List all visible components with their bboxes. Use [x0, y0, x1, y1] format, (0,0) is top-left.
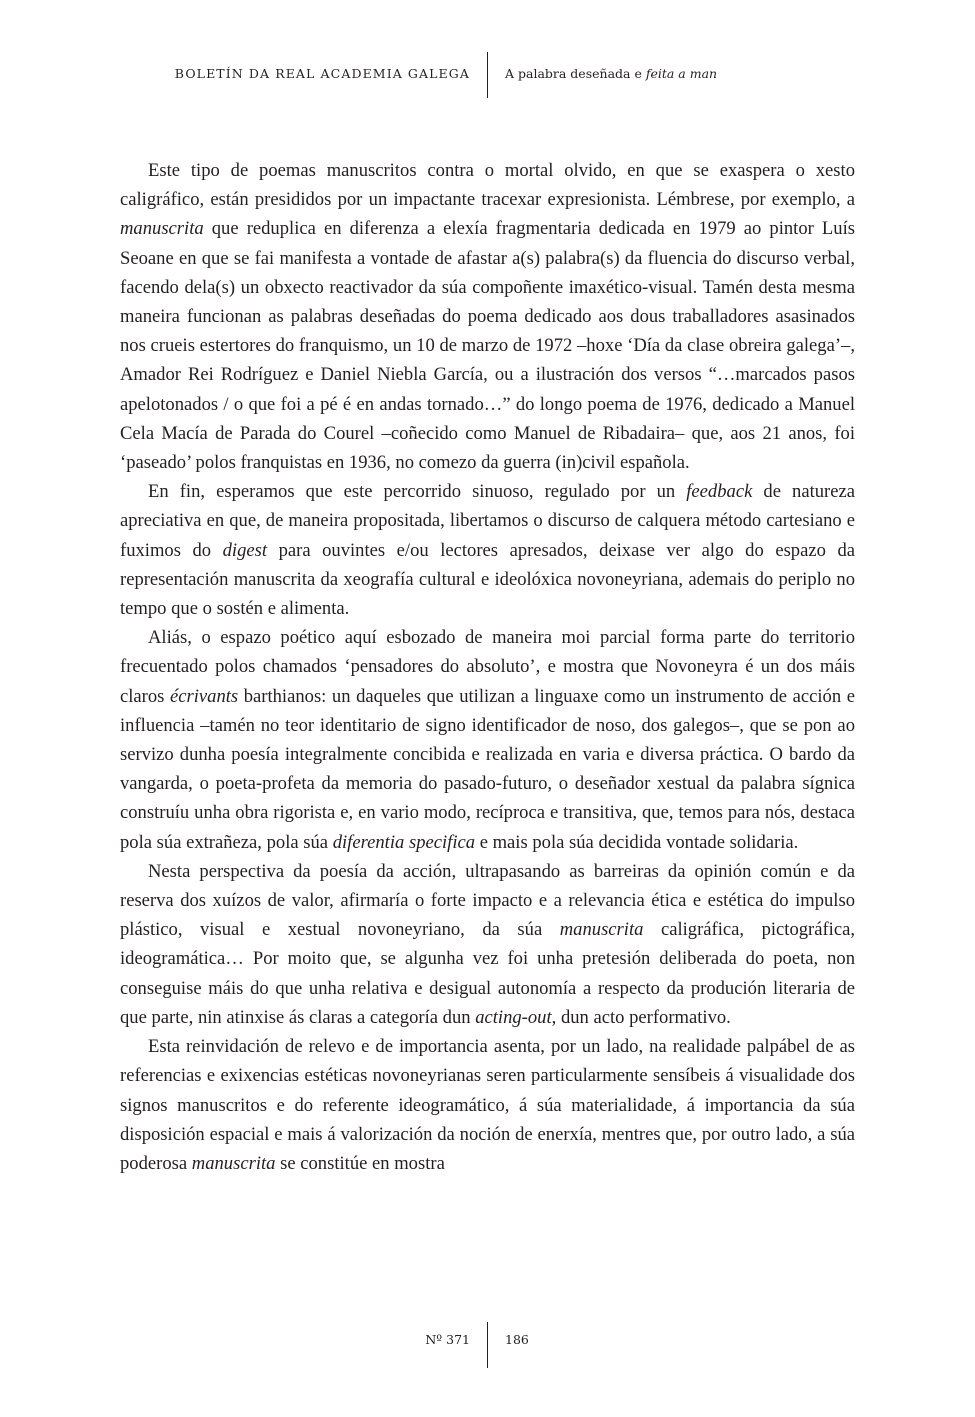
p2-italic: feedback [686, 481, 753, 503]
body-text [120, 156, 855, 1178]
p3-text: e mais pola súa decidida vontade solidaria. [475, 831, 799, 853]
p3-italic: diferentia specifica [332, 831, 476, 853]
paragraph-5 [120, 1032, 855, 1178]
p2-italic: digest [222, 539, 268, 561]
p1-text: Este tipo de poemas manuscritos contra o mortal olvido, en que se exaspera o xesto caligráfico, están presididos por un impactante tracexar expresionista. Lémbrese, por exemplo, a [120, 160, 855, 211]
issue-number: Nº 371 [425, 1332, 470, 1347]
paragraph-1 [120, 156, 855, 477]
p5-text: Esta reinvidación de relevo e de importancia asenta, por un lado, na realidade palpábel de as referencias e exixencias estéticas novoneyrianas seren particularmente sensíbeis á visualidade dos signos manuscritos e do referente ideogramático, á súa materialidade, á importancia da súa disposición espacial e mais á valorización da noción de enerxía, mentres que, por outro lado, a súa poderosa [120, 1036, 855, 1174]
p1-text: que reduplica en diferenza a elexía fragmentaria dedicada en 1979 ao pintor Luís Seoane en que se fai manifesta a vontade de afastar a(s) palabra(s) da fluencia do discurso verbal, facendo dela(s) un obxecto reactivador da súa compoñente imaxético-visual. Tamén desta mesma maneira funcionan as palabras deseñadas do poema dedicado aos dous traballadores asasinados nos crueis estertores do franquismo, un 10 de marzo de 1972 –hoxe ‘Día da clase obreira galega’–, Amador Rei Rodríguez e Daniel Niebla García, ou a ilustración dos versos “…marcados pasos apelotonados / o que foi a pé é en andas tornado…” do longo poema de 1976, dedicado a Manuel Cela Macía de Parada do Courel –coñecido como Manuel de Ribadaira– que, aos 21 anos, foi ‘paseado’ polos franquistas en 1936, no comezo da guerra (in)civil española. [120, 218, 855, 474]
p4-italic: manuscrita [559, 919, 644, 941]
p3-text: barthianos: un daqueles que utilizan a linguaxe como un instrumento de acción e influencia –tamén no teor identitario de signo identificador de noso, dos galegos–, que se pon ao servizo dunha poesía integralmente concibida e realizada en varia e diversa práctica. O bardo da vangarda, o poeta-profeta da memoria do pasado-futuro, o deseñador xestual da palabra sígnica construíu unha obra rigorista e, en vario modo, recíproca e transitiva, que, temos para nós, destaca pola súa extrañeza, pola súa [120, 685, 855, 853]
p4-text: caligráfica, pictográfica, ideogramática… Por moito que, se algunha vez foi unha pretesión deliberada do poeta, non conseguise máis do que unha relativa e desigual autonomía a respecto da produción literaria de que parte, nin atinxise ás claras a categoría dun [120, 919, 856, 1028]
journal-title: BOLETÍN DA REAL ACADEMIA GALEGA [174, 66, 470, 81]
article-title [505, 66, 717, 81]
p4-italic: acting-out [475, 1006, 552, 1028]
header-divider [487, 52, 488, 98]
p3-text: Aliás, o espazo poético aquí esbozado de maneira moi parcial forma parte do territorio frecuentado polos chamados ‘pensadores do absoluto’, e mostra que Novoneyra é un dos máis claros [120, 627, 855, 707]
p1-italic: manuscrita [120, 218, 204, 240]
p4-text: , dun acto performativo. [551, 1006, 731, 1028]
p2-text: En fin, esperamos que este percorrido sinuoso, regulado por un [148, 481, 687, 503]
p3-italic: écrivants [169, 685, 239, 707]
article-title-italic: feita a man [645, 66, 718, 81]
footer-divider [487, 1322, 488, 1368]
article-title-prefix: A palabra deseñada e [505, 66, 646, 81]
p5-italic: manuscrita [191, 1152, 276, 1174]
paragraph-2 [120, 477, 855, 623]
p2-text: para ouvintes e/ou lectores apresados, deixase ver algo do espazo da representación manuscrita da xeografía cultural e ideolóxica novoneyriana, ademais do periplo no tempo que o sostén e alimenta. [120, 539, 855, 620]
paragraph-3 [120, 623, 855, 857]
page-footer [0, 1322, 975, 1370]
p5-text: se constitúe en mostra [275, 1152, 445, 1174]
p4-text: Nesta perspectiva da poesía da acción, ultrapasando as barreiras da opinión común e da reserva dos xuízos de valor, afirmaría o forte impacto e a relevancia ética e estética do impulso plástico, visual e xestual novoneyriano, da súa [120, 860, 855, 941]
running-header [0, 52, 975, 100]
page-number: 186 [505, 1332, 529, 1347]
paragraph-4 [120, 857, 855, 1032]
p2-text: de natureza apreciativa en que, de maneira propositada, libertamos o discurso de calquera método cartesiano e fuximos do [120, 481, 856, 561]
